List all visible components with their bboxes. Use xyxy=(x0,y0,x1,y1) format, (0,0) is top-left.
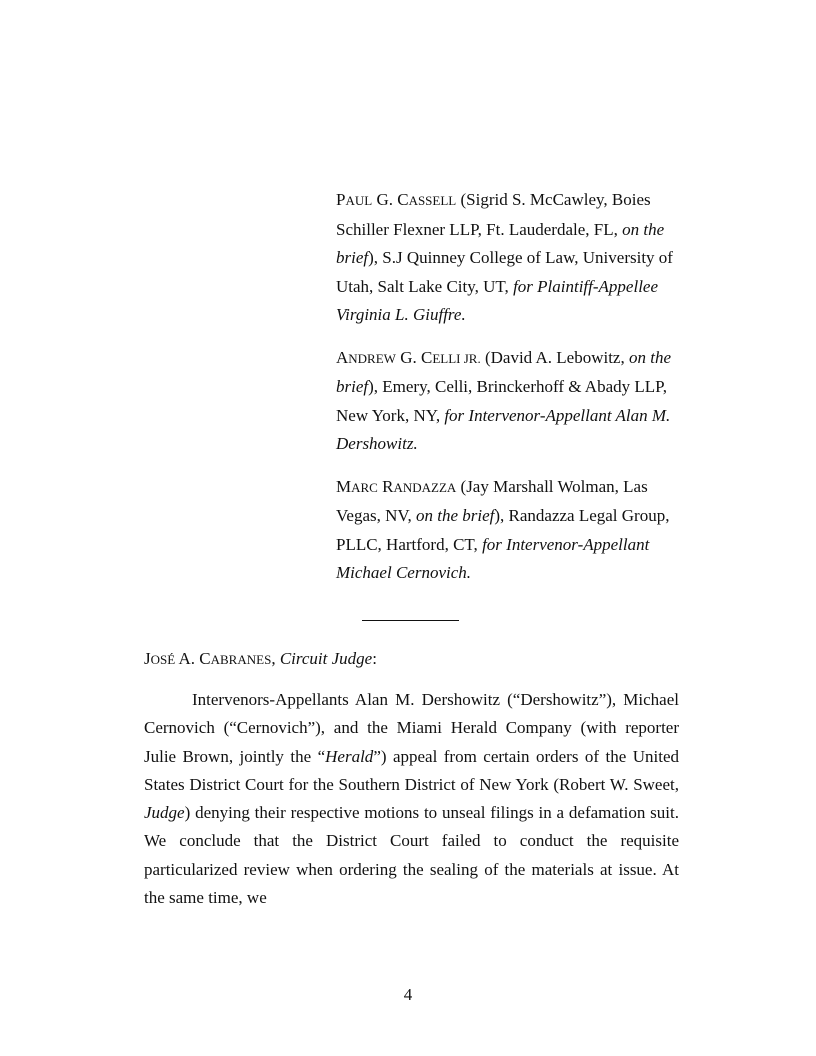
counsel-list xyxy=(336,186,682,602)
attorney-name: ANDREW G. CELLI JR. xyxy=(336,347,481,367)
on-brief-note: on the brief xyxy=(415,506,495,525)
on-brief-note: on the brief xyxy=(336,347,671,396)
counsel-entry-celli: ANDREW G. CELLI JR. (David A. Lebowitz, on the brief), Emery, Celli, Brinckerhoff & Abady LLP, New York, NY, for Intervenor-Appellant Alan M. Dershowitz. xyxy=(336,347,671,453)
attorney-name: PAUL G. CASSELL xyxy=(336,190,457,209)
counsel-entry-cassell: PAUL G. CASSELL (Sigrid S. McCawley, Boies Schiller Flexner LLP, Ft. Lauderdale, FL, on the brief), S.J Quinney College of Law, University of Utah, Salt Lake City, UT, for Plaintiff-Appellee Virginia L. Giuffre. xyxy=(336,190,673,324)
judge-italic: Judge xyxy=(144,803,185,823)
party-role: for Intervenor-Appellant Alan M. Dershowitz. xyxy=(336,405,671,453)
party-role: for Plaintiff-Appellee Virginia L. Giuffre. xyxy=(336,276,659,324)
judge-title: Circuit Judge xyxy=(279,649,373,668)
page-number: 4 xyxy=(403,985,413,1004)
opinion-paragraph: Intervenors-Appellants Alan M. Dershowitz (“Dershowitz”), Michael Cernovich (“Cernovich”), and the Miami Herald Company (with reporter Julie Brown, jointly the “Herald”) appeal from certain orders of the United States District Court for the Southern District of New York (Robert W. Sweet, Judge) denying their respective motions to unseal filings in a defamation suit. We conclude that the District Court failed to conduct the requisite particularized review when ordering the sealing of the materials at issue. At the same time, we xyxy=(144,690,679,908)
authoring-judge: JOSÉ A. CABRANES, Circuit Judge: xyxy=(144,649,377,668)
herald-italic: Herald xyxy=(325,746,374,766)
party-role: for Intervenor-Appellant Michael Cernovich. xyxy=(336,534,650,582)
attorney-name: MARC RANDAZZA xyxy=(336,476,457,496)
on-brief-note: on the brief xyxy=(336,219,665,267)
counsel-entry-randazza: MARC RANDAZZA (Jay Marshall Wolman, Las Vegas, NV, on the brief), Randazza Legal Group, PLLC, Hartford, CT, for Intervenor-Appellant Michael Cernovich. xyxy=(336,476,670,582)
section-divider xyxy=(362,620,459,621)
